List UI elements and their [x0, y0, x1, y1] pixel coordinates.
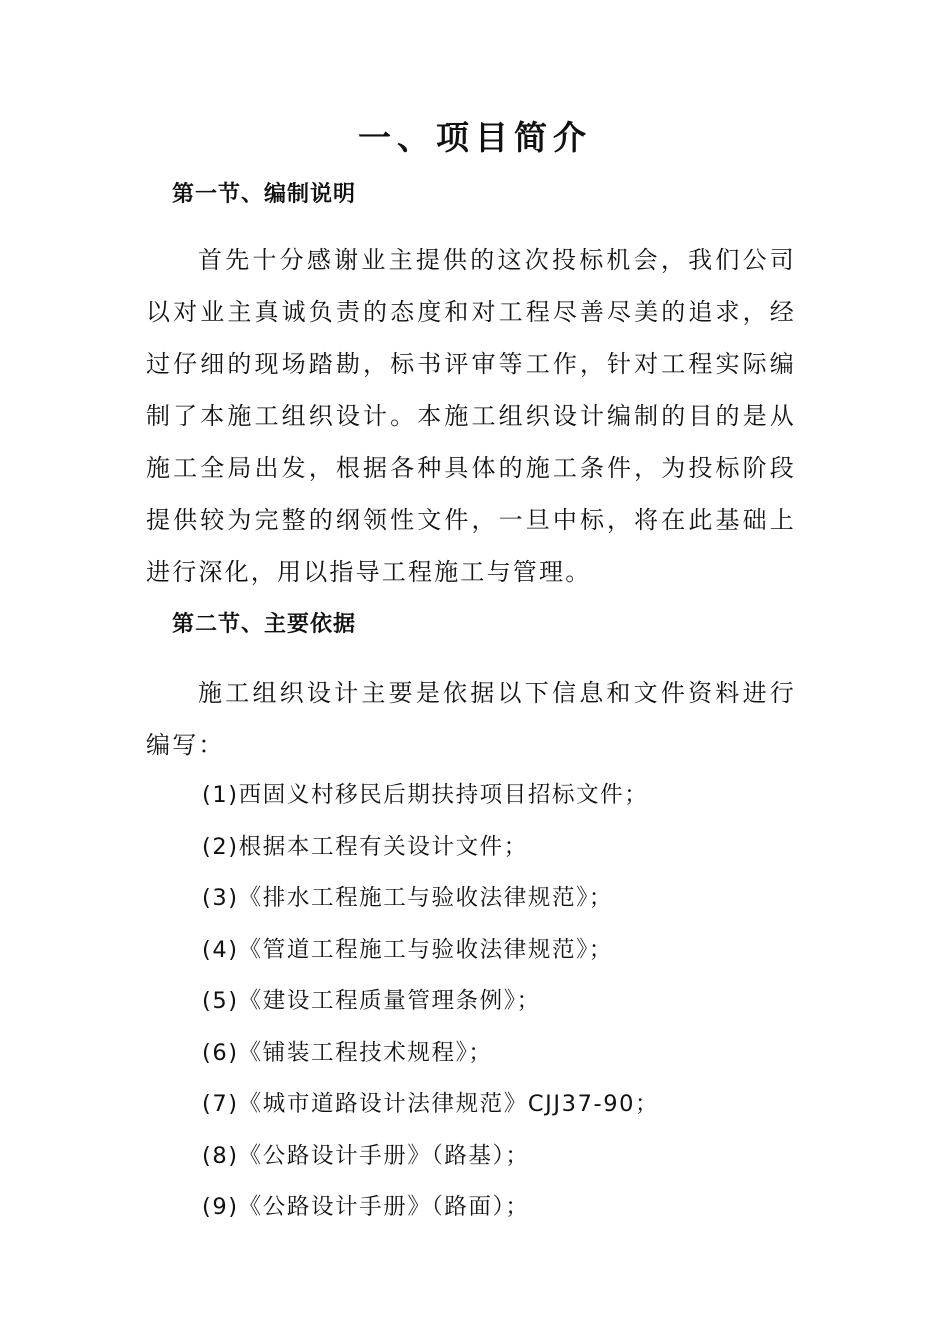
- list-item: (6)《铺装工程技术规程》；: [202, 1039, 493, 1066]
- list-item: (2)根据本工程有关设计文件；: [202, 833, 528, 860]
- document-title: 一、项目简介: [358, 118, 592, 157]
- list-item: (3)《排水工程施工与验收法律规范》；: [202, 885, 614, 911]
- section-heading-main-basis: 第二节、主要依据: [172, 612, 357, 637]
- main-basis-intro-paragraph: 施工组织设计主要是依据以下信息和文件资料进行编写：: [146, 679, 796, 759]
- list-item: (1)西固义村移民后期扶持项目招标文件；: [202, 782, 649, 808]
- list-item: (5)《建设工程质量管理条例》；: [202, 988, 541, 1014]
- reference-list: [202, 770, 659, 1234]
- list-item: (4)《管道工程施工与验收法律规范》；: [202, 936, 614, 963]
- compilation-notes-paragraph: 首先十分感谢业主提供的这次投标机会，我们公司以对业主真诚负责的态度和对工程尽善尽美的追求，经过仔细的现场踏勘，标书评审等工作，针对工程实际编制了本施工组织设计。本施工组织设计编制的目的是从施工全局出发，根据各种具体的施工条件，为投标阶段提供较为完整的纲领性文件，一旦中标，将在此基础上进行深化，用以指导工程施工与管理。: [146, 246, 796, 586]
- list-item: (8)《公路设计手册》（路基）；: [202, 1142, 530, 1169]
- section-heading-compilation-notes: 第一节、编制说明: [172, 182, 357, 207]
- list-item: (7)《城市道路设计法律规范》CJJ37-90；: [202, 1091, 660, 1117]
- list-item: (9)《公路设计手册》（路面）；: [202, 1194, 530, 1220]
